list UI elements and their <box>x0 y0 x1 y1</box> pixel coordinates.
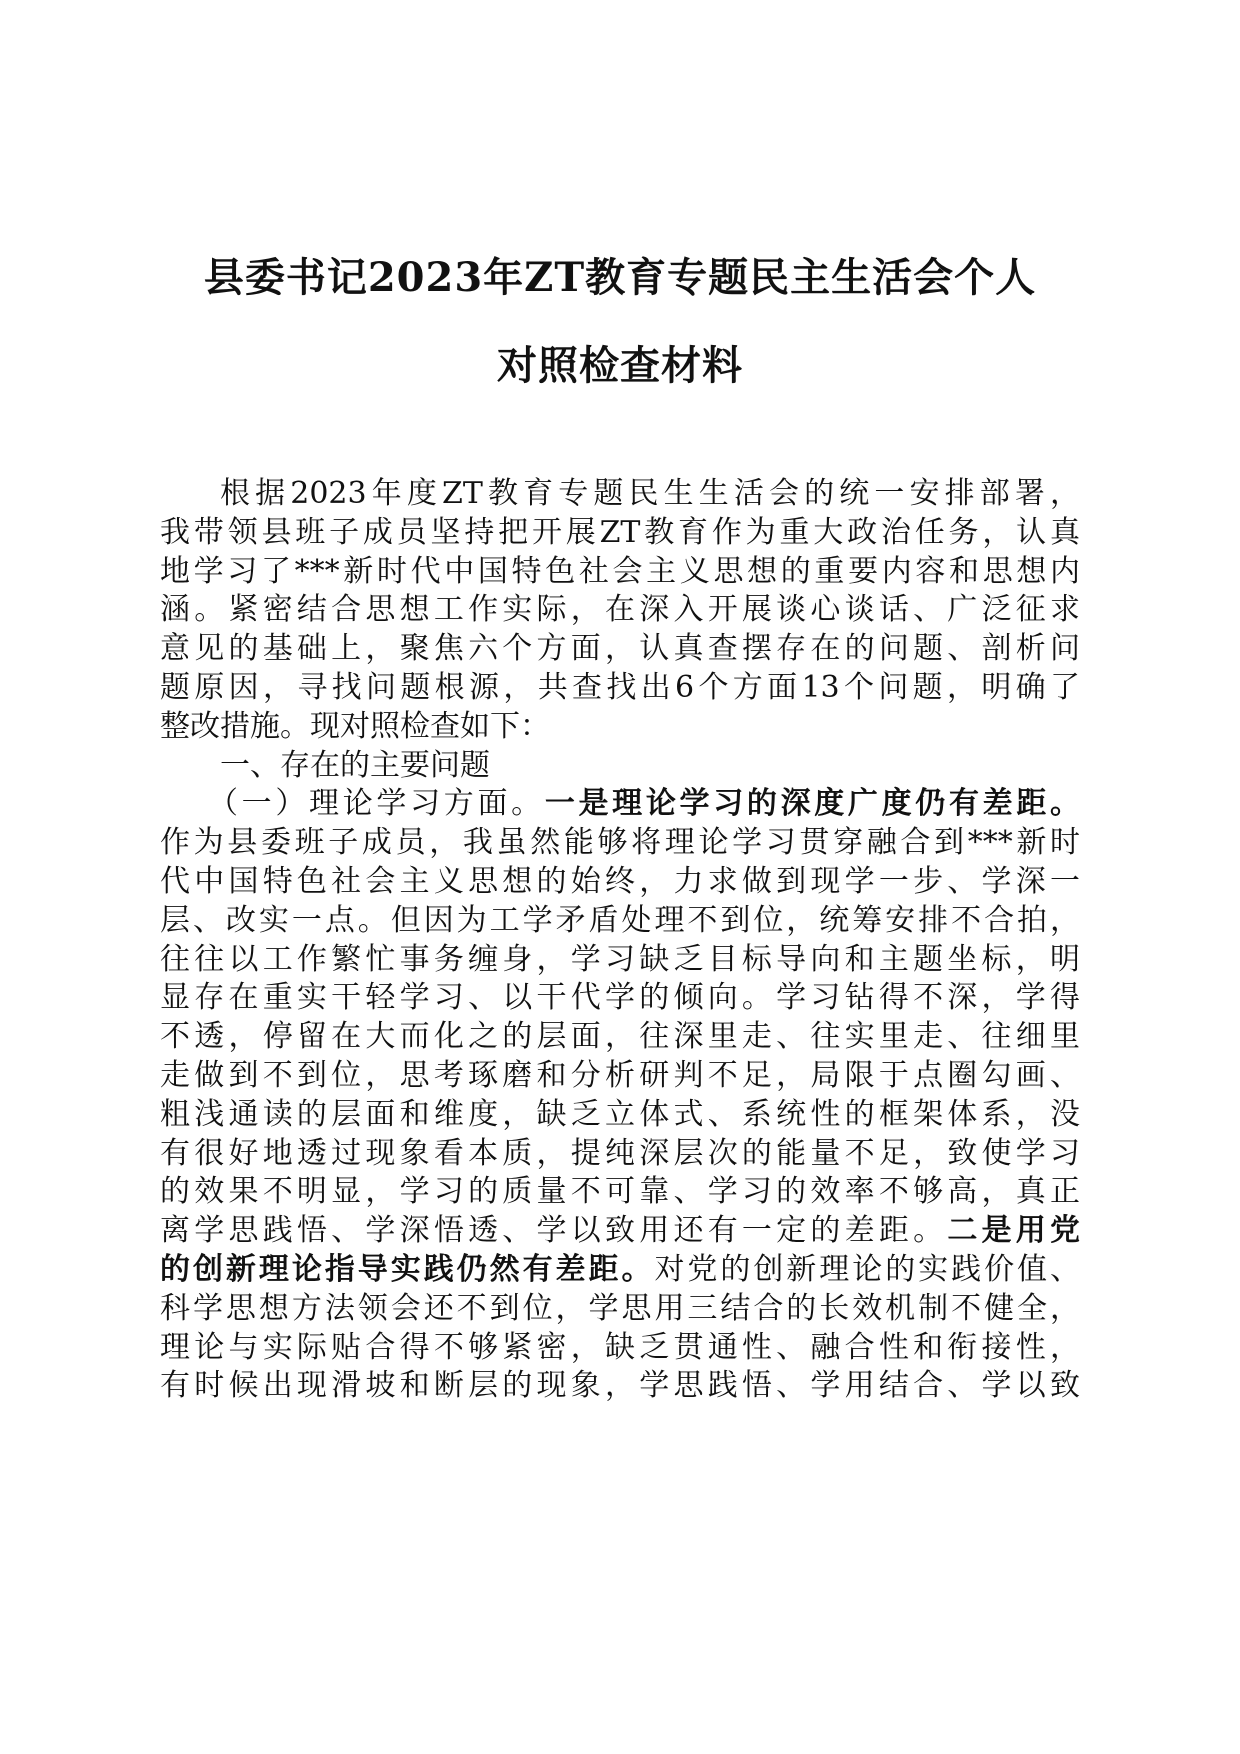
intro-line: 地学习了***新时代中国特色社会主义思想的重要内容和思想内 <box>160 553 1080 589</box>
intro-line: 涵。紧密结合思想工作实际，在深入开展谈心谈话、广泛征求 <box>160 592 1080 628</box>
bold-line-normal-text: 对党的创新理论的实践价值、 <box>654 1251 1081 1287</box>
document-body <box>160 475 1080 1406</box>
paragraph-line: 显存在重实干轻学习、以干代学的倾向。学习钻得不深，学得 <box>160 980 1080 1016</box>
paragraph-line: 走做到不到位，思考琢磨和分析研判不足，局限于点圈勾画、 <box>160 1057 1080 1093</box>
paragraph-line: 代中国特色社会主义思想的始终，力求做到现学一步、学深一 <box>160 863 1080 899</box>
document-title <box>130 234 1110 410</box>
title-line-1: 县委书记2023年ZT教育专题民主生活会个人 <box>203 254 1037 301</box>
intro-line: 题原因，寻找问题根源，共查找出6个方面13个问题，明确了 <box>160 669 1080 705</box>
subsection-point-2-end: 的创新理论指导实践仍然有差距。 <box>160 1251 655 1287</box>
paragraph-line: 科学思想方法领会还不到位，学思用三结合的长效机制不健全， <box>160 1290 1080 1326</box>
intro-line: 意见的基础上，聚焦六个方面，认真查摆存在的问题、剖析问 <box>160 631 1080 667</box>
paragraph-line: 有时候出现滑坡和断层的现象，学思践悟、学用结合、学以致 <box>160 1368 1080 1404</box>
mixed-normal-text: 离学思践悟、学深悟透、学以致用还有一定的差距。 <box>160 1213 948 1249</box>
paragraph-line: 的效果不明显，学习的质量不可靠、学习的效率不够高，真正 <box>160 1174 1080 1210</box>
paragraph-line: 粗浅通读的层面和维度，缺乏立体式、系统性的框架体系，没 <box>160 1096 1080 1132</box>
section-heading: 一、存在的主要问题 <box>220 747 490 783</box>
paragraph-line: 有很好地透过现象看本质，提纯深层次的能量不足，致使学习 <box>160 1135 1080 1171</box>
paragraph-line: 不透，停留在大而化之的层面，往深里走、往实里走、往细里 <box>160 1019 1080 1055</box>
intro-line: 整改措施。现对照检查如下： <box>160 708 550 744</box>
intro-line: 我带领县班子成员坚持把开展ZT教育作为重大政治任务，认真 <box>160 514 1080 550</box>
intro-line: 根据2023年度ZT教育专题民生生活会的统一安排部署， <box>220 476 1080 511</box>
subsection-point-2-start: 二是用党 <box>947 1213 1081 1249</box>
paragraph-line: 作为县委班子成员，我虽然能够将理论学习贯穿融合到***新时 <box>160 825 1080 861</box>
title-line-2: 对照检查材料 <box>497 342 743 389</box>
subsection-line <box>160 785 1080 824</box>
paragraph-line: 理论与实际贴合得不够紧密，缺乏贯通性、融合性和衔接性， <box>160 1329 1080 1365</box>
paragraph-line-mixed <box>160 1212 1080 1251</box>
subsection-point-1: 一是理论学习的深度广度仍有差距。 <box>544 786 1081 822</box>
paragraph-line-bold <box>160 1251 1080 1290</box>
paragraph-line: 往往以工作繁忙事务缠身，学习缺乏目标导向和主题坐标，明 <box>160 941 1080 977</box>
paragraph-line: 层、改实一点。但因为工学矛盾处理不到位，统筹安排不合拍， <box>160 902 1080 938</box>
subsection-label: （一）理论学习方面。 <box>208 786 545 822</box>
